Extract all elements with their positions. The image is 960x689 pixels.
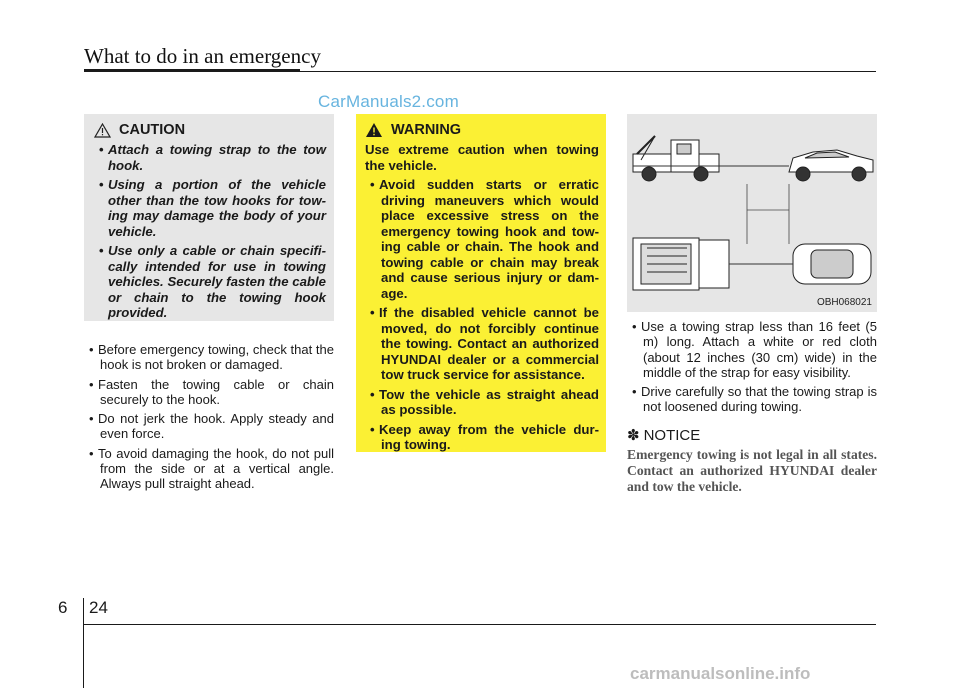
list-item: • To avoid damaging the hook, do not pull from the side or at a vertical angle. Always pull straight ahead.	[89, 445, 334, 492]
warning-item: • Tow the vehicle as straight ahead as possible.	[370, 386, 599, 417]
bullet: •	[89, 376, 94, 392]
warning-list	[365, 177, 599, 453]
notice-title: NOTICE	[643, 426, 701, 444]
warning-item: • Avoid sudden starts or erratic driving maneuvers which would place excessive stress on the emergency towing hook and tow-ing cable or chain. The hook and towing cable or chain may break and cause serious injury or dam-age.	[370, 177, 599, 301]
caution-box	[84, 114, 334, 321]
warning-title: WARNING	[391, 122, 462, 138]
watermark-top[interactable]: CarManuals2.com	[318, 92, 459, 111]
warning-box	[356, 114, 606, 452]
bullet: •	[632, 319, 637, 334]
footer-divider	[83, 598, 84, 688]
caution-item: • Using a portion of the vehicle other than the tow hooks for tow-ing may damage the body of your vehicle.	[99, 177, 326, 239]
bullet: •	[89, 342, 94, 357]
page-title: What to do in an emergency	[84, 44, 321, 68]
right-bullet-list	[627, 319, 877, 419]
figure-caption: OBH068021	[816, 297, 872, 308]
warning-item: • If the disabled vehicle cannot be moved, do not forcibly continue the towing. Contact an authorized HYUNDAI dealer or a commercial tow truck service for assistance.	[370, 305, 599, 382]
tow-truck-side-icon	[633, 136, 719, 181]
towing-illustration	[627, 114, 877, 312]
caution-triangle-icon	[94, 123, 111, 138]
notice-header	[627, 426, 700, 444]
warning-item: • Keep away from the vehicle dur-ing towing.	[370, 421, 599, 452]
warning-triangle-icon	[365, 122, 383, 138]
list-item: • Use a towing strap less than 16 feet (5 m) long. Attach a white or red cloth (about 12 inches (30 cm) wide) in the middle of the strap for easy visibility.	[632, 319, 877, 380]
bullet: •	[370, 386, 375, 402]
caution-item: • Attach a towing strap to the tow hook.	[99, 142, 326, 173]
left-bullet-list	[84, 342, 334, 496]
bullet: •	[89, 445, 94, 461]
tow-truck-top-icon	[633, 238, 729, 290]
caution-title: CAUTION	[119, 122, 186, 138]
notice-body: Emergency towing is not legal in all states. Contact an authorized HYUNDAI dealer and tow the vehicle.	[627, 447, 877, 494]
bullet: •	[370, 421, 375, 437]
section-number: 6	[58, 598, 68, 617]
notice-asterisk-icon: ✽	[627, 427, 640, 444]
list-item: • Fasten the towing cable or chain securely to the hook.	[89, 376, 334, 407]
watermark-bottom[interactable]: carmanualsonline.info	[630, 664, 811, 683]
towed-car-top-icon	[793, 244, 871, 284]
bullet: •	[89, 411, 94, 427]
warning-header	[365, 122, 599, 138]
bullet: •	[370, 305, 375, 320]
caution-list	[94, 142, 326, 321]
bullet: •	[370, 177, 375, 192]
list-item: • Before emergency towing, check that the hook is not broken or damaged.	[89, 342, 334, 373]
list-item: • Do not jerk the hook. Apply steady and even force.	[89, 411, 334, 442]
towed-car-side-icon	[789, 150, 873, 181]
footer-rule	[84, 624, 876, 625]
list-item: • Drive carefully so that the towing strap is not loosened during towing.	[632, 384, 877, 415]
header-rule	[84, 71, 876, 72]
caution-item: • Use only a cable or chain specifi-cally intended for use in towing vehicles. Securely fasten the cable or chain to the towing hook provided.	[99, 243, 326, 320]
bullet: •	[99, 142, 104, 157]
page-number: 24	[89, 598, 108, 617]
caution-header	[94, 122, 326, 138]
tow-truck-diagram	[627, 114, 877, 312]
warning-intro: Use extreme caution when towing the vehicle.	[365, 142, 599, 173]
bullet: •	[99, 177, 104, 192]
bullet: •	[99, 243, 104, 258]
bullet: •	[632, 384, 637, 400]
